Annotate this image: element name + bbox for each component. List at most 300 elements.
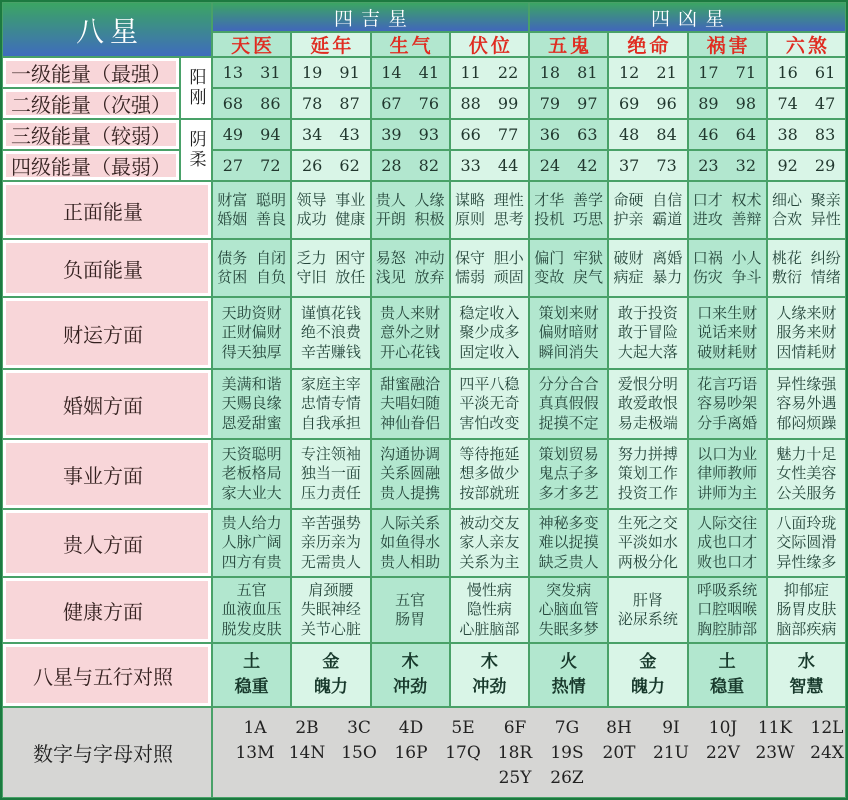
aspect-cell-line: 爱恨分明 <box>617 374 678 393</box>
aspect-cell-line: 无需贵人 <box>300 552 361 571</box>
aspect-cell <box>450 369 529 439</box>
aspect-cell <box>688 439 767 509</box>
aspect-cell-line: 按部就班 <box>459 483 520 502</box>
letter-map-item: 5E <box>451 717 475 738</box>
aspect-cell-line: 贵人提携 <box>380 483 441 502</box>
aspect-cell-line: 稳重 <box>710 677 745 697</box>
letter-map-item: 2B <box>295 717 319 738</box>
energy-value-cell: 37 73 <box>608 150 687 181</box>
aspect-cell <box>450 439 529 509</box>
energy-value-cell: 92 29 <box>767 150 846 181</box>
star-name-header: 五鬼 <box>529 32 608 57</box>
letter-map-item: 3C <box>347 717 371 738</box>
aspect-cell-line: 土 <box>243 651 261 672</box>
aspect-row-label: 婚姻方面 <box>2 369 212 439</box>
aspect-cell-line: 五官 <box>395 590 426 609</box>
letter-map-line <box>229 718 846 738</box>
letter-map-line <box>229 743 846 763</box>
letter-map-item: 9I <box>662 717 680 738</box>
aspect-cell <box>291 369 370 439</box>
aspect-cell <box>291 439 370 509</box>
aspect-row-label: 正面能量 <box>2 181 212 239</box>
aspect-cell <box>450 297 529 369</box>
aspect-cell <box>688 509 767 577</box>
aspect-cell-line: 冲劲 <box>472 677 507 697</box>
aspect-cell-line: 害怕改变 <box>459 413 520 432</box>
aspect-cell <box>212 439 291 509</box>
aspect-cell-line: 平淡如水 <box>617 533 678 552</box>
aspect-cell-line: 容易外遇 <box>776 394 837 413</box>
aspect-cell-line: 五官 <box>236 580 267 599</box>
aspect-cell-line: 女性美容 <box>776 464 837 483</box>
aspect-cell-line: 土 <box>718 651 736 672</box>
energy-value-cell: 69 96 <box>608 88 687 119</box>
aspect-cell <box>767 439 846 509</box>
energy-value-cell: 23 32 <box>688 150 767 181</box>
aspect-cell-line: 亲历亲为 <box>300 533 361 552</box>
aspect-cell-line: 抑郁症 <box>783 580 829 599</box>
aspect-cell <box>529 181 608 239</box>
aspect-cell-line: 魅力十足 <box>776 444 837 463</box>
letter-map-item: 20T <box>602 742 636 763</box>
aspect-cell-line: 乏力 困守 <box>296 248 366 267</box>
energy-value-cell: 18 81 <box>529 57 608 88</box>
aspect-cell-line: 肠胃 <box>395 610 426 628</box>
aspect-cell-line: 花言巧语 <box>697 374 758 393</box>
letter-map-item: 16P <box>394 742 428 763</box>
letter-map-item: 14N <box>288 742 326 763</box>
aspect-cell-line: 领导 事业 <box>296 190 366 209</box>
aspect-cell-line: 辛苦赚钱 <box>300 342 361 361</box>
aspect-cell <box>371 297 450 369</box>
letter-map-item: 15O <box>341 742 377 763</box>
aspect-cell <box>450 181 529 239</box>
aspect-cell-line: 捉摸不定 <box>538 413 599 432</box>
aspect-cell-line: 肩颈腰 <box>308 580 354 599</box>
star-name-header: 生气 <box>371 32 450 57</box>
energy-value-cell: 67 76 <box>371 88 450 119</box>
aspect-cell-line: 泌尿系统 <box>617 610 678 628</box>
aspect-cell <box>767 297 846 369</box>
aspect-cell <box>212 509 291 577</box>
aspect-cell-line: 财富 聪明 <box>217 190 287 209</box>
aspect-cell-line: 命硬 自信 <box>613 190 683 209</box>
aspect-cell-line: 说话来财 <box>697 323 758 342</box>
energy-value-cell: 49 94 <box>212 119 291 150</box>
auspicious-stars-group-header: 四吉星 <box>212 2 529 32</box>
aspect-cell-line: 家庭主宰 <box>300 374 361 393</box>
aspect-cell-line: 关系圆融 <box>380 464 441 483</box>
aspect-cell-line: 破财 离婚 <box>613 248 683 267</box>
aspect-cell-line: 敢于冒险 <box>617 323 678 342</box>
aspect-cell-line: 稳定收入 <box>459 303 520 322</box>
aspect-cell-line: 辛苦强势 <box>300 513 361 532</box>
aspect-cell-line: 固定收入 <box>459 342 520 361</box>
star-name-header: 六煞 <box>767 32 846 57</box>
aspect-cell <box>371 577 450 643</box>
aspect-cell-line: 口来生财 <box>697 303 758 322</box>
energy-row-label: 四级能量（最弱） <box>2 150 180 181</box>
energy-value-cell: 39 93 <box>371 119 450 150</box>
letter-map-item: 22V <box>706 742 740 763</box>
aspect-cell-line: 讲师为主 <box>697 483 758 502</box>
aspect-cell-line: 神秘多变 <box>538 513 599 532</box>
aspect-cell-line: 甜蜜融洽 <box>380 374 441 393</box>
letter-map-item: 24X <box>810 742 844 763</box>
energy-value-cell: 27 72 <box>212 150 291 181</box>
aspect-cell-line: 突发病 <box>546 580 592 599</box>
aspect-cell-line: 冲劲 <box>393 677 428 697</box>
aspect-cell-line: 多才多艺 <box>538 483 599 502</box>
aspect-cell-line: 策划来财 <box>538 303 599 322</box>
aspect-cell-line: 成功 健康 <box>296 210 366 228</box>
aspect-cell-line: 律师教师 <box>697 464 758 483</box>
aspect-cell <box>291 509 370 577</box>
aspect-cell <box>529 643 608 707</box>
aspect-cell-line: 稳重 <box>234 677 269 697</box>
aspect-cell-line: 破财耗财 <box>697 342 758 361</box>
energy-row-label: 三级能量（较弱） <box>2 119 180 150</box>
inauspicious-stars-group-header: 四凶星 <box>529 2 846 32</box>
energy-row-label: 一级能量（最强） <box>2 57 180 88</box>
aspect-cell-line: 人际交往 <box>697 513 758 532</box>
aspect-cell-line: 木 <box>401 651 419 672</box>
aspect-cell-line: 人脉广阔 <box>221 533 282 552</box>
aspect-cell <box>291 577 370 643</box>
star-name-header: 绝命 <box>608 32 687 57</box>
aspect-cell-line: 天资聪明 <box>221 444 282 463</box>
energy-value-cell: 17 71 <box>688 57 767 88</box>
letter-map-item: 13M <box>235 742 275 763</box>
aspect-cell-line: 瞬间消失 <box>538 342 599 361</box>
letter-map-item: 12L <box>810 717 844 738</box>
aspect-cell <box>767 239 846 297</box>
aspect-cell-line: 婚姻 善良 <box>217 210 287 228</box>
aspect-cell-line: 容易吵架 <box>697 394 758 413</box>
letter-map-item: 17Q <box>445 742 481 763</box>
aspect-cell-line: 桃花 纠纷 <box>771 248 841 267</box>
aspect-cell <box>767 181 846 239</box>
aspect-cell-line: 智慧 <box>789 677 824 697</box>
aspect-cell-line: 热情 <box>551 677 586 697</box>
aspect-cell-line: 易走极端 <box>617 413 678 432</box>
aspect-cell-line: 守旧 放任 <box>296 268 366 286</box>
aspect-cell-line: 四方有贵 <box>221 552 282 571</box>
aspect-cell <box>371 643 450 707</box>
aspect-cell-line: 贵人给力 <box>221 513 282 532</box>
letter-map-item: 26Z <box>550 767 584 788</box>
aspect-cell-line: 贵人相助 <box>380 552 441 571</box>
aspect-cell-line: 得天独厚 <box>221 342 282 361</box>
aspect-cell-line: 合欢 异性 <box>771 210 841 228</box>
aspect-cell-line: 心脑血管 <box>538 600 599 619</box>
aspect-cell <box>212 297 291 369</box>
aspect-cell-line: 策划工作 <box>617 464 678 483</box>
aspect-cell-line: 敢于投资 <box>617 303 678 322</box>
aspect-cell <box>291 297 370 369</box>
aspect-cell-line: 人缘来财 <box>776 303 837 322</box>
aspect-cell-line: 进攻 善辩 <box>692 210 762 228</box>
aspect-cell <box>608 181 687 239</box>
aspect-cell <box>529 239 608 297</box>
aspect-cell-line: 保守 胆小 <box>454 248 524 267</box>
letter-map-item: 1A <box>243 717 267 738</box>
aspect-cell <box>371 369 450 439</box>
energy-value-cell: 12 21 <box>608 57 687 88</box>
letter-map-data <box>212 707 846 798</box>
aspect-cell <box>767 643 846 707</box>
aspect-cell <box>608 439 687 509</box>
aspect-cell-line: 四平八稳 <box>459 374 520 393</box>
letter-map-line <box>489 768 593 788</box>
aspect-cell-line: 谨慎花钱 <box>300 303 361 322</box>
aspect-cell <box>450 509 529 577</box>
aspect-cell-line: 肠胃皮肤 <box>776 600 837 619</box>
aspect-cell-line: 肝肾 <box>632 590 663 609</box>
energy-value-cell: 36 63 <box>529 119 608 150</box>
aspect-cell-line: 被动交友 <box>459 513 520 532</box>
energy-value-cell: 19 91 <box>291 57 370 88</box>
aspect-cell-line: 鬼点子多 <box>538 464 599 483</box>
energy-value-cell: 34 43 <box>291 119 370 150</box>
aspect-cell-line: 才华 善学 <box>534 190 604 209</box>
aspect-cell-line: 失眠神经 <box>300 600 361 619</box>
aspect-cell-line: 口祸 小人 <box>692 248 762 267</box>
aspect-cell-line: 成也口才 <box>697 533 758 552</box>
aspect-cell <box>688 643 767 707</box>
aspect-cell-line: 等待拖延 <box>459 444 520 463</box>
aspect-cell <box>450 577 529 643</box>
yang-gang-label: 阳刚 <box>180 57 212 119</box>
aspect-cell-line: 债务 自闭 <box>217 248 287 267</box>
aspect-cell-line: 恩爱甜蜜 <box>221 413 282 432</box>
aspect-cell-line: 原则 思考 <box>454 210 524 228</box>
energy-value-cell: 74 47 <box>767 88 846 119</box>
aspect-cell <box>608 509 687 577</box>
energy-value-cell: 24 42 <box>529 150 608 181</box>
aspect-cell-line: 沟通协调 <box>380 444 441 463</box>
aspect-cell-line: 细心 聚亲 <box>771 190 841 209</box>
aspect-cell-line: 策划贸易 <box>538 444 599 463</box>
aspect-cell-line: 败也口才 <box>697 552 758 571</box>
aspect-cell <box>608 297 687 369</box>
letter-map-row-label: 数字与字母对照 <box>2 707 212 798</box>
aspect-cell-line: 懦弱 顽固 <box>454 268 524 286</box>
aspect-cell <box>291 643 370 707</box>
aspect-cell-line: 真真假假 <box>538 394 599 413</box>
aspect-cell <box>767 369 846 439</box>
aspect-row-label: 财运方面 <box>2 297 212 369</box>
star-name-header: 天医 <box>212 32 291 57</box>
energy-value-cell: 78 87 <box>291 88 370 119</box>
energy-value-cell: 79 97 <box>529 88 608 119</box>
aspect-cell-line: 胸腔肺部 <box>697 619 758 638</box>
letter-map-item: 23W <box>755 742 795 763</box>
aspect-cell-line: 病症 暴力 <box>613 268 683 286</box>
aspect-cell <box>529 297 608 369</box>
energy-value-cell: 66 77 <box>450 119 529 150</box>
energy-value-cell: 28 82 <box>371 150 450 181</box>
aspect-cell-line: 意外之财 <box>380 323 441 342</box>
aspect-cell-line: 天赐良缘 <box>221 394 282 413</box>
letter-map-item: 19S <box>550 742 584 763</box>
energy-row-label: 二级能量（次强） <box>2 88 180 119</box>
aspect-cell <box>767 509 846 577</box>
aspect-row-label: 贵人方面 <box>2 509 212 577</box>
aspect-cell-line: 金 <box>322 651 340 672</box>
aspect-cell-line: 聚少成多 <box>459 323 520 342</box>
aspect-cell <box>212 239 291 297</box>
aspect-cell <box>688 239 767 297</box>
aspect-cell-line: 贫困 自负 <box>217 268 287 286</box>
aspect-row-label: 八星与五行对照 <box>2 643 212 707</box>
aspect-cell-line: 口才 权术 <box>692 190 762 209</box>
aspect-cell-line: 心脏脑部 <box>459 619 520 638</box>
aspect-row-label: 负面能量 <box>2 239 212 297</box>
aspect-cell-line: 正财偏财 <box>221 323 282 342</box>
aspect-cell-line: 家人亲友 <box>459 533 520 552</box>
energy-value-cell: 89 98 <box>688 88 767 119</box>
aspect-cell-line: 慢性病 <box>466 580 512 599</box>
aspect-cell-line: 难以捉摸 <box>538 533 599 552</box>
energy-value-cell: 88 99 <box>450 88 529 119</box>
aspect-cell-line: 浅见 放弃 <box>375 268 445 286</box>
aspect-cell-line: 分分合合 <box>538 374 599 393</box>
energy-value-cell: 13 31 <box>212 57 291 88</box>
aspect-cell-line: 呼吸系统 <box>697 580 758 599</box>
aspect-cell <box>291 239 370 297</box>
aspect-cell-line: 交际圆滑 <box>776 533 837 552</box>
aspect-cell <box>212 577 291 643</box>
aspect-cell <box>450 643 529 707</box>
energy-value-cell: 33 44 <box>450 150 529 181</box>
aspect-cell-line: 家大业大 <box>221 483 282 502</box>
aspect-cell-line: 以口为业 <box>697 444 758 463</box>
aspect-cell <box>608 369 687 439</box>
aspect-cell-line: 异性缘强 <box>776 374 837 393</box>
letter-map-item: 6F <box>503 717 527 738</box>
aspect-cell-line: 口腔咽喉 <box>697 600 758 619</box>
letter-map-item: 21U <box>653 742 689 763</box>
aspect-cell <box>371 181 450 239</box>
aspect-cell-line: 想多做少 <box>459 464 520 483</box>
energy-value-cell: 26 62 <box>291 150 370 181</box>
letter-map-item: 11K <box>757 717 793 738</box>
aspect-cell-line: 投资工作 <box>617 483 678 502</box>
yin-rou-label: 阴柔 <box>180 119 212 181</box>
aspect-cell <box>529 509 608 577</box>
aspect-cell-line: 金 <box>639 651 657 672</box>
aspect-cell-line: 因情耗财 <box>776 342 837 361</box>
aspect-cell <box>688 181 767 239</box>
aspect-cell-line: 如鱼得水 <box>380 533 441 552</box>
aspect-row-label: 事业方面 <box>2 439 212 509</box>
aspect-cell-line: 郁闷烦躁 <box>776 413 837 432</box>
aspect-cell-line: 脱发皮肤 <box>221 619 282 638</box>
energy-value-cell: 46 64 <box>688 119 767 150</box>
star-name-header: 伏位 <box>450 32 529 57</box>
letter-map-item: 7G <box>554 717 580 738</box>
aspect-cell-line: 火 <box>560 651 578 672</box>
aspect-cell-line: 偏门 牢狱 <box>534 248 604 267</box>
aspect-cell <box>688 369 767 439</box>
aspect-cell <box>688 297 767 369</box>
aspect-cell-line: 魄力 <box>313 677 348 697</box>
aspect-cell-line: 敷衍 情绪 <box>771 268 841 286</box>
aspect-cell-line: 失眠多梦 <box>538 619 599 638</box>
energy-value-cell: 38 83 <box>767 119 846 150</box>
letter-map-item: 4D <box>398 717 424 738</box>
aspect-cell <box>291 181 370 239</box>
aspect-cell-line: 分手离婚 <box>697 413 758 432</box>
aspect-cell-line: 异性缘多 <box>776 552 837 571</box>
aspect-cell-line: 美满和谐 <box>221 374 282 393</box>
aspect-cell-line: 投机 巧思 <box>534 210 604 228</box>
aspect-cell-line: 贵人来财 <box>380 303 441 322</box>
aspect-cell <box>529 577 608 643</box>
aspect-cell-line: 变故 戾气 <box>534 268 604 286</box>
aspect-cell-line: 脑部疾病 <box>776 619 837 638</box>
aspect-cell-line: 木 <box>480 651 498 672</box>
aspect-cell-line: 魄力 <box>630 677 665 697</box>
table-corner-title: 八星 <box>2 2 212 57</box>
aspect-cell-line: 血液血压 <box>221 600 282 619</box>
aspect-cell-line: 天助资财 <box>221 303 282 322</box>
aspect-cell-line: 开心花钱 <box>380 342 441 361</box>
aspect-cell-line: 老板格局 <box>221 464 282 483</box>
aspect-cell-line: 生死之交 <box>617 513 678 532</box>
aspect-cell <box>371 439 450 509</box>
aspect-cell <box>371 509 450 577</box>
aspect-cell-line: 八面玲珑 <box>776 513 837 532</box>
aspect-cell-line: 护亲 霸道 <box>613 210 683 228</box>
energy-value-cell: 16 61 <box>767 57 846 88</box>
aspect-cell-line: 关系为主 <box>459 552 520 571</box>
aspect-cell-line: 敢爱敢恨 <box>617 394 678 413</box>
aspect-cell-line: 关节心脏 <box>300 619 361 638</box>
aspect-cell <box>608 643 687 707</box>
aspect-cell <box>688 577 767 643</box>
aspect-cell-line: 隐性病 <box>466 600 512 619</box>
energy-value-cell: 11 22 <box>450 57 529 88</box>
aspect-cell-line: 大起大落 <box>617 342 678 361</box>
aspect-cell-line: 压力责任 <box>300 483 361 502</box>
aspect-cell <box>212 643 291 707</box>
letter-map-item: 18R <box>497 742 533 763</box>
aspect-cell <box>371 239 450 297</box>
aspect-cell-line: 伤灾 争斗 <box>692 268 762 286</box>
letter-map-item: 10J <box>708 717 738 738</box>
aspect-cell <box>608 577 687 643</box>
aspect-cell-line: 绝不浪费 <box>300 323 361 342</box>
aspect-cell <box>529 439 608 509</box>
aspect-cell-line: 贵人 人缘 <box>375 190 445 209</box>
aspect-cell-line: 专注领袖 <box>300 444 361 463</box>
aspect-cell-line: 服务来财 <box>776 323 837 342</box>
aspect-cell-line: 努力拼搏 <box>617 444 678 463</box>
energy-value-cell: 68 86 <box>212 88 291 119</box>
aspect-cell-line: 谋略 理性 <box>454 190 524 209</box>
aspect-cell-line: 水 <box>797 651 815 672</box>
aspect-cell-line: 平淡无奇 <box>459 394 520 413</box>
aspect-cell-line: 开朗 积极 <box>375 210 445 228</box>
letter-map-item: 8H <box>606 717 632 738</box>
star-name-header: 延年 <box>291 32 370 57</box>
aspect-cell-line: 自我承担 <box>300 413 361 432</box>
aspect-cell-line: 公关服务 <box>776 483 837 502</box>
aspect-cell-line: 人际关系 <box>380 513 441 532</box>
aspect-cell-line: 偏财暗财 <box>538 323 599 342</box>
